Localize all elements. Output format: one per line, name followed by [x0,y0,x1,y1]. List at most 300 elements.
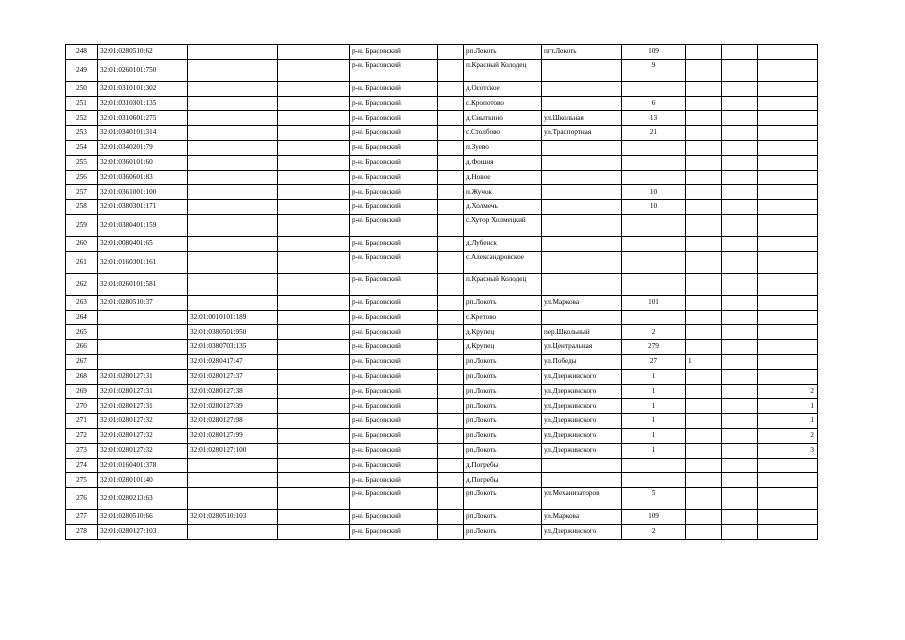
empty-cell [438,45,464,60]
extra-cell [722,185,758,200]
district-cell: р-н. Брасовский [350,473,438,488]
empty-cell [438,428,464,443]
apartment-cell [758,185,818,200]
settlement-cell: с.Александровское [464,251,542,273]
empty-cell [438,524,464,539]
empty-cell [278,414,350,429]
empty-cell [278,325,350,340]
street-cell [542,185,622,200]
street-cell [542,458,622,473]
table-row [66,140,818,155]
house-number-cell: 1 [622,443,686,458]
settlement-cell: с.Хутор Холмецкий [464,214,542,236]
cadastral-number-2-cell [188,524,278,539]
cadastral-number-cell: 32:01:0160401:378 [98,458,188,473]
building-cell [686,295,722,310]
row-number-cell: 249 [66,59,98,81]
apartment-cell: 3 [758,443,818,458]
table-row [66,458,818,473]
extra-cell [722,126,758,141]
cadastral-number-cell: 32:01:0260101:750 [98,59,188,81]
cadastral-number-2-cell: 32:01:0280127:39 [188,399,278,414]
apartment-cell: 2 [758,428,818,443]
apartment-cell: 1 [758,414,818,429]
empty-cell [438,111,464,126]
building-cell [686,488,722,510]
district-cell: р-н. Брасовский [350,295,438,310]
row-number-cell: 269 [66,384,98,399]
street-cell [542,170,622,185]
empty-cell [278,140,350,155]
district-cell: р-н. Брасовский [350,45,438,60]
row-number-cell: 258 [66,200,98,215]
row-number-cell: 270 [66,399,98,414]
empty-cell [438,414,464,429]
row-number-cell: 271 [66,414,98,429]
empty-cell [438,140,464,155]
house-number-cell: 2 [622,524,686,539]
settlement-cell: д.Погребы [464,458,542,473]
apartment-cell [758,200,818,215]
building-cell: 1 [686,354,722,369]
table-row [66,399,818,414]
apartment-cell [758,473,818,488]
building-cell [686,251,722,273]
row-number-cell: 267 [66,354,98,369]
building-cell [686,126,722,141]
row-number-cell: 277 [66,510,98,525]
cadastral-number-2-cell [188,126,278,141]
house-number-cell [622,236,686,251]
row-number-cell: 254 [66,140,98,155]
extra-cell [722,214,758,236]
extra-cell [722,96,758,111]
apartment-cell: 1 [758,399,818,414]
district-cell: р-н. Брасовский [350,524,438,539]
empty-cell [278,236,350,251]
empty-cell [438,399,464,414]
settlement-cell: рп.Локоть [464,510,542,525]
row-number-cell: 274 [66,458,98,473]
cadastral-number-2-cell: 32:01:0280127:38 [188,384,278,399]
cadastral-number-cell: 32:01:0280127:32 [98,443,188,458]
row-number-cell: 250 [66,81,98,96]
district-cell: р-н. Брасовский [350,59,438,81]
street-cell: ул.Маркова [542,295,622,310]
empty-cell [278,96,350,111]
cadastral-number-2-cell [188,96,278,111]
extra-cell [722,443,758,458]
house-number-cell: 109 [622,45,686,60]
table-row [66,295,818,310]
settlement-cell: рп.Локоть [464,428,542,443]
building-cell [686,200,722,215]
building-cell [686,236,722,251]
street-cell [542,155,622,170]
building-cell [686,458,722,473]
district-cell: р-н. Брасовский [350,170,438,185]
house-number-cell: 101 [622,295,686,310]
house-number-cell [622,458,686,473]
cadastral-number-2-cell [188,170,278,185]
cadastral-number-cell: 32:01:0280127:32 [98,414,188,429]
extra-cell [722,140,758,155]
cadastral-number-2-cell [188,488,278,510]
cadastral-number-2-cell: 32:01:0280417:47 [188,354,278,369]
district-cell: р-н. Брасовский [350,214,438,236]
building-cell [686,414,722,429]
empty-cell [278,126,350,141]
apartment-cell [758,96,818,111]
cadastral-number-cell: 32:01:0380401:159 [98,214,188,236]
street-cell [542,96,622,111]
empty-cell [438,200,464,215]
district-cell: р-н. Брасовский [350,273,438,295]
row-number-cell: 253 [66,126,98,141]
street-cell [542,310,622,325]
street-cell [542,236,622,251]
cadastral-number-cell: 32:01:0280510:62 [98,45,188,60]
house-number-cell: 2 [622,325,686,340]
building-cell [686,340,722,355]
cadastral-number-cell: 32:01:0080401:65 [98,236,188,251]
table-row [66,340,818,355]
empty-cell [438,170,464,185]
apartment-cell [758,340,818,355]
house-number-cell: 9 [622,59,686,81]
street-cell: ул.Механизаторов [542,488,622,510]
district-cell: р-н. Брасовский [350,251,438,273]
house-number-cell: 1 [622,428,686,443]
cadastral-number-cell: 32:01:0280510:66 [98,510,188,525]
empty-cell [438,488,464,510]
house-number-cell [622,251,686,273]
cadastral-number-2-cell: 32:01:0280127:99 [188,428,278,443]
row-number-cell: 251 [66,96,98,111]
table-row [66,59,818,81]
extra-cell [722,524,758,539]
district-cell: р-н. Брасовский [350,140,438,155]
empty-cell [438,273,464,295]
house-number-cell [622,170,686,185]
cadastral-number-2-cell [188,295,278,310]
district-cell: р-н. Брасовский [350,200,438,215]
cadastral-number-cell: 32:01:0340201:79 [98,140,188,155]
cadastral-number-cell: 32:01:0310301:135 [98,96,188,111]
district-cell: р-н. Брасовский [350,414,438,429]
settlement-cell: с.Столбово [464,126,542,141]
empty-cell [438,310,464,325]
building-cell [686,170,722,185]
house-number-cell: 1 [622,399,686,414]
cadastral-number-2-cell [188,236,278,251]
table-row [66,473,818,488]
apartment-cell [758,369,818,384]
cadastral-number-cell [98,340,188,355]
cadastral-number-cell [98,310,188,325]
table-row [66,414,818,429]
cadastral-number-cell: 32:01:0280127:31 [98,384,188,399]
house-number-cell: 5 [622,488,686,510]
row-number-cell: 256 [66,170,98,185]
street-cell: пер.Школьный [542,325,622,340]
building-cell [686,81,722,96]
district-cell: р-н. Брасовский [350,510,438,525]
apartment-cell [758,140,818,155]
cadastral-number-2-cell [188,473,278,488]
house-number-cell [622,155,686,170]
table-row [66,384,818,399]
street-cell [542,59,622,81]
street-cell: ул.Победы [542,354,622,369]
empty-cell [438,443,464,458]
cadastral-number-2-cell [188,251,278,273]
street-cell: пгт.Локоть [542,45,622,60]
settlement-cell: рп.Локоть [464,443,542,458]
extra-cell [722,340,758,355]
cadastral-number-2-cell [188,59,278,81]
cadastral-number-2-cell: 32:01:0010101:189 [188,310,278,325]
cadastral-number-2-cell: 32:01:0280127:100 [188,443,278,458]
extra-cell [722,200,758,215]
empty-cell [438,81,464,96]
table-row [66,251,818,273]
settlement-cell: рп.Локоть [464,369,542,384]
district-cell: р-н. Брасовский [350,399,438,414]
row-number-cell: 264 [66,310,98,325]
building-cell [686,140,722,155]
empty-cell [278,510,350,525]
table-row [66,325,818,340]
apartment-cell [758,325,818,340]
apartment-cell [758,458,818,473]
street-cell: ул.Школьная [542,111,622,126]
street-cell: ул.Дзержинского [542,443,622,458]
cadastral-number-2-cell [188,81,278,96]
empty-cell [278,81,350,96]
empty-cell [278,155,350,170]
extra-cell [722,170,758,185]
extra-cell [722,325,758,340]
street-cell: ул.Маркова [542,510,622,525]
empty-cell [278,524,350,539]
table-row [66,236,818,251]
cadastral-number-cell: 32:01:0260101:581 [98,273,188,295]
empty-cell [438,325,464,340]
empty-cell [278,170,350,185]
apartment-cell [758,170,818,185]
house-number-cell: 1 [622,414,686,429]
table-row [66,488,818,510]
district-cell: р-н. Брасовский [350,185,438,200]
empty-cell [278,458,350,473]
cadastral-number-2-cell: 32:01:0280127:98 [188,414,278,429]
house-number-cell: 21 [622,126,686,141]
extra-cell [722,45,758,60]
settlement-cell: с.Кропотово [464,96,542,111]
house-number-cell: 10 [622,200,686,215]
table-row [66,428,818,443]
building-cell [686,273,722,295]
settlement-cell: п.Красный Колодец [464,59,542,81]
apartment-cell [758,214,818,236]
row-number-cell: 259 [66,214,98,236]
apartment-cell [758,59,818,81]
street-cell [542,273,622,295]
empty-cell [278,59,350,81]
street-cell: ул.Дзержинского [542,414,622,429]
extra-cell [722,295,758,310]
empty-cell [278,399,350,414]
cadastral-number-cell: 32:01:0280127:103 [98,524,188,539]
house-number-cell [622,473,686,488]
street-cell [542,200,622,215]
empty-cell [278,473,350,488]
empty-cell [278,111,350,126]
street-cell [542,81,622,96]
settlement-cell: д.Осотское [464,81,542,96]
settlement-cell: д.Лубенск [464,236,542,251]
cadastral-number-2-cell: 32:01:0280127:37 [188,369,278,384]
extra-cell [722,510,758,525]
empty-cell [438,384,464,399]
settlement-cell: д.Холмечь [464,200,542,215]
table-row [66,200,818,215]
settlement-cell: п.Красный Колодец [464,273,542,295]
building-cell [686,155,722,170]
building-cell [686,96,722,111]
extra-cell [722,399,758,414]
settlement-cell: д.Крупец [464,340,542,355]
empty-cell [438,155,464,170]
cadastral-number-cell: 32:01:0160301:161 [98,251,188,273]
building-cell [686,443,722,458]
extra-cell [722,414,758,429]
cadastral-number-cell [98,354,188,369]
table-row [66,111,818,126]
row-number-cell: 262 [66,273,98,295]
empty-cell [278,340,350,355]
table-row [66,45,818,60]
settlement-cell: рп.Локоть [464,524,542,539]
extra-cell [722,155,758,170]
street-cell [542,251,622,273]
street-cell: ул.Центральная [542,340,622,355]
street-cell: ул.Траспортная [542,126,622,141]
apartment-cell [758,111,818,126]
row-number-cell: 273 [66,443,98,458]
house-number-cell: 27 [622,354,686,369]
empty-cell [278,443,350,458]
apartment-cell: 2 [758,384,818,399]
district-cell: р-н. Брасовский [350,236,438,251]
settlement-cell: д.Сныткино [464,111,542,126]
cadastral-number-cell: 32:01:0280127:32 [98,428,188,443]
cadastral-number-cell: 32:01:0310601:275 [98,111,188,126]
apartment-cell [758,310,818,325]
table-row [66,310,818,325]
extra-cell [722,310,758,325]
building-cell [686,214,722,236]
table-row [66,81,818,96]
cadastral-number-2-cell [188,111,278,126]
empty-cell [278,310,350,325]
empty-cell [278,200,350,215]
house-number-cell [622,81,686,96]
apartment-cell [758,251,818,273]
empty-cell [438,96,464,111]
row-number-cell: 252 [66,111,98,126]
settlement-cell: с.Кретово [464,310,542,325]
extra-cell [722,273,758,295]
table-row [66,273,818,295]
street-cell: ул.Дзержинского [542,384,622,399]
cadastral-number-2-cell [188,45,278,60]
empty-cell [278,45,350,60]
district-cell: р-н. Брасовский [350,325,438,340]
apartment-cell [758,81,818,96]
cadastral-number-cell: 32:01:0340101:314 [98,126,188,141]
cadastral-number-2-cell [188,200,278,215]
registry-table [65,44,818,540]
district-cell: р-н. Брасовский [350,488,438,510]
building-cell [686,428,722,443]
apartment-cell [758,354,818,369]
table-row [66,510,818,525]
settlement-cell: рп.Локоть [464,384,542,399]
district-cell: р-н. Брасовский [350,155,438,170]
house-number-cell: 109 [622,510,686,525]
settlement-cell: рп.Локоть [464,414,542,429]
empty-cell [278,295,350,310]
house-number-cell [622,310,686,325]
empty-cell [278,214,350,236]
cadastral-number-cell: 32:01:0280127:31 [98,399,188,414]
house-number-cell: 6 [622,96,686,111]
street-cell: ул.Дзержинского [542,524,622,539]
extra-cell [722,473,758,488]
street-cell: ул.Дзержинского [542,399,622,414]
district-cell: р-н. Брасовский [350,369,438,384]
empty-cell [278,354,350,369]
settlement-cell: рп.Локоть [464,488,542,510]
cadastral-number-cell: 32:01:0280213:63 [98,488,188,510]
cadastral-number-2-cell: 32:01:0280510:103 [188,510,278,525]
street-cell [542,473,622,488]
cadastral-number-2-cell [188,458,278,473]
table-body [66,45,818,540]
district-cell: р-н. Брасовский [350,384,438,399]
extra-cell [722,236,758,251]
cadastral-number-cell: 32:01:0310101:302 [98,81,188,96]
district-cell: р-н. Брасовский [350,354,438,369]
building-cell [686,310,722,325]
empty-cell [438,236,464,251]
cadastral-number-cell: 32:01:0380301:171 [98,200,188,215]
cadastral-number-2-cell [188,140,278,155]
apartment-cell [758,488,818,510]
cadastral-number-2-cell [188,214,278,236]
table-row [66,443,818,458]
extra-cell [722,59,758,81]
building-cell [686,59,722,81]
building-cell [686,399,722,414]
building-cell [686,369,722,384]
settlement-cell: п.Жучок [464,185,542,200]
cadastral-number-2-cell: 32:01:0380703:135 [188,340,278,355]
settlement-cell: д.Новое [464,170,542,185]
empty-cell [278,428,350,443]
